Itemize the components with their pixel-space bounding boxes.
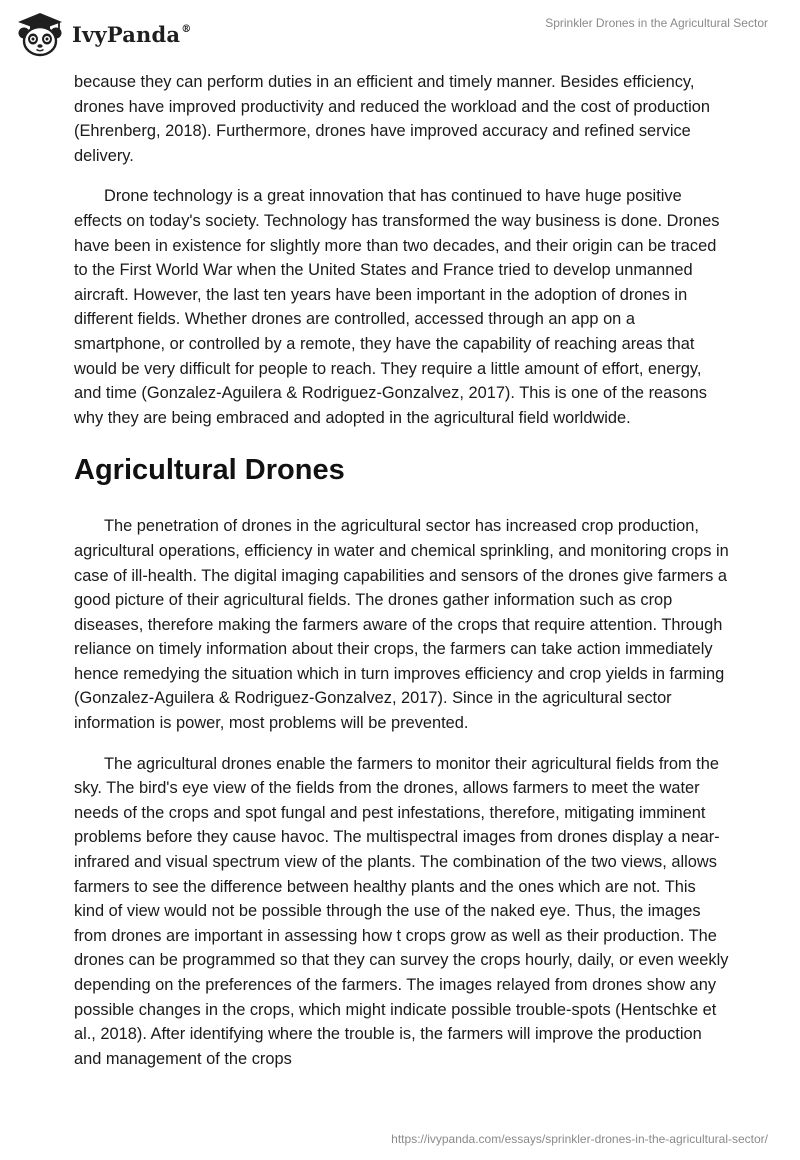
paragraph-continued: because they can perform duties in an efficient and timely manner. Besides efficiency, drones have improved productivity and reduced the workload and the cost of production (Ehrenberg, 2018). Furthermore, drones have improved accuracy and refined service delivery. [74, 73, 710, 165]
paragraph-monitoring: The agricultural drones enable the farmers to monitor their agricultural fields from the sky. The bird's eye view of the fields from the drones, allows farmers to meet the water needs of the crops and spot fungal and pest infestations, therefore, mitigating imminent problems before they cause havoc. The multispectral images from drones display a near-infrared and visual spectrum view of the plants. The combination of the two views, allows farmers to see the difference between healthy plants and the ones which are not. This kind of view would not be possible through the use of the naked eye. Thus, the images from drones are important in assessing how t crops grow as well as their production. The drones can be programmed so that they can survey the crops hourly, daily, or even weekly depending on the preferences of the farmers. The images relayed from drones show any possible changes in the crops, which might indicate possible trouble-spots (Hentschke et al., 2018). After identifying where the trouble is, the farmers will improve the production and management of the crops [74, 754, 729, 1068]
document-title: Sprinkler Drones in the Agricultural Sector [545, 16, 768, 30]
page-header [0, 0, 800, 70]
panda-graduate-icon [14, 8, 66, 60]
brand-name-text: IvyPanda [72, 21, 181, 47]
paragraph-drone-technology: Drone technology is a great innovation that has continued to have huge positive effects on today's society. Technology has transformed the way business is done. Drones have been in existence for slightly more than two decades, and their origin can be traced to the First World War when the United States and France tried to develop unmanned aircraft. However, the last ten years have been important in the adoption of drones in different fields. Whether drones are controlled, accessed through an app on a smartphone, or controlled by a remote, they have the capability of reaching areas that would be very difficult for people to reach. They require a little amount of effort, energy, and time (Gonzalez-Aguilera & Rodriguez-Gonzalvez, 2017). This is one of the reasons why they are being embraced and adopted in the agricultural field worldwide. [74, 187, 720, 427]
essay-body [74, 70, 730, 1087]
source-url-link[interactable]: https://ivypanda.com/essays/sprinkler-drones-in-the-agricultural-sector/ [391, 1132, 768, 1146]
paragraph-penetration: The penetration of drones in the agricultural sector has increased crop production, agricultural operations, efficiency in water and chemical sprinkling, and monitoring crops in case of ill-health. The digital imaging capabilities and sensors of the drones give farmers a good picture of their agricultural fields. The drones gather information such as crop diseases, therefore making the farmers aware of the crops that require attention. Through reliance on timely information about their crops, the farmers can take action immediately hence remedying the situation which in turn improves efficiency and crop yields in farming (Gonzalez-Aguilera & Rodriguez-Gonzalvez, 2017). Since in the agricultural sector information is power, most problems will be prevented. [74, 517, 729, 733]
brand-logo[interactable] [14, 8, 191, 60]
registered-mark: ® [181, 23, 192, 35]
brand-name [72, 22, 191, 47]
section-heading: Agricultural Drones [74, 454, 345, 487]
